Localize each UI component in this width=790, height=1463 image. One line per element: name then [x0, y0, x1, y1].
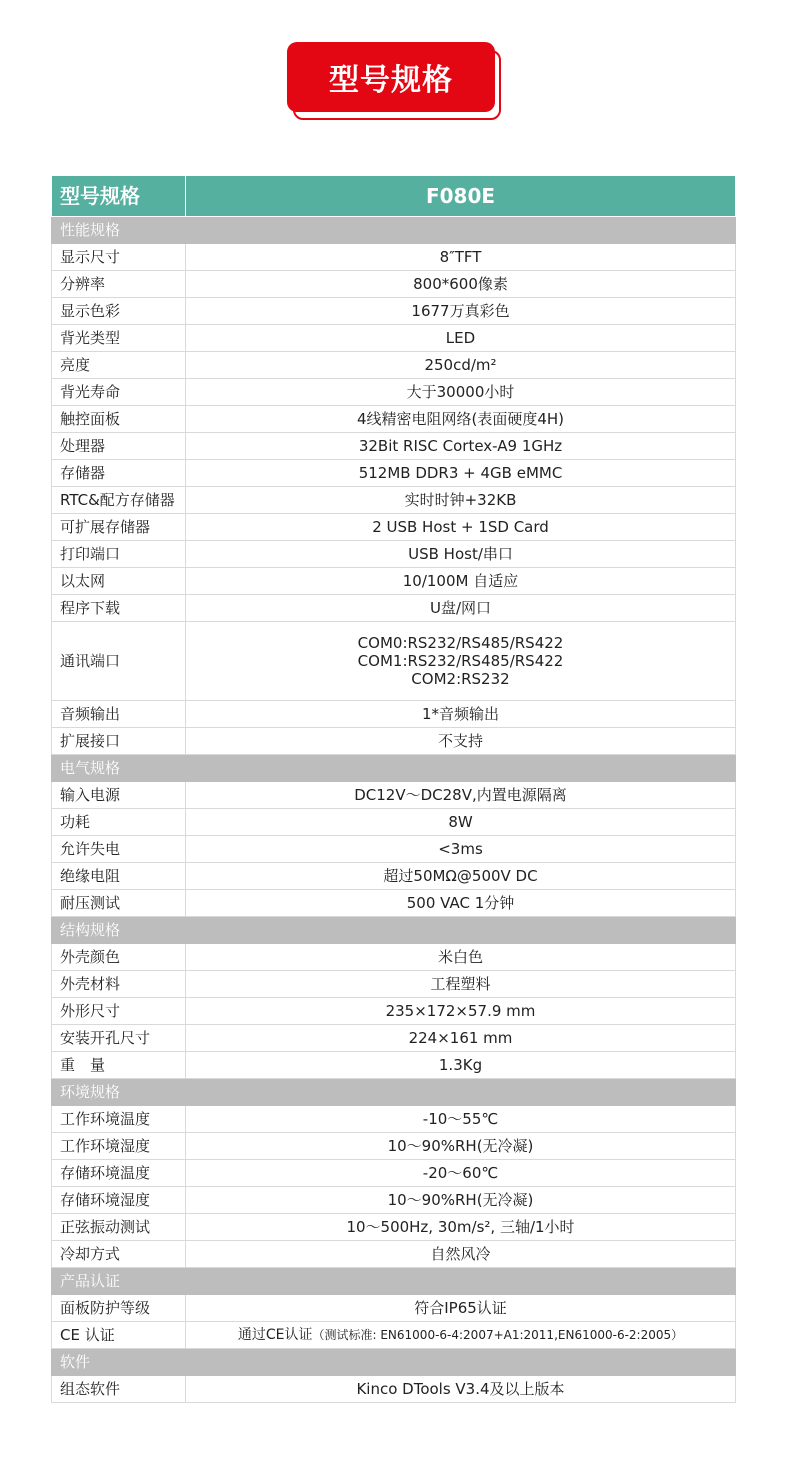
row-label: 背光类型	[52, 325, 186, 352]
section-blank	[186, 755, 736, 782]
table-row	[52, 1241, 736, 1268]
section-row	[52, 917, 736, 944]
table-row	[52, 244, 736, 271]
table-row	[52, 325, 736, 352]
table-row	[52, 379, 736, 406]
section-blank	[186, 1349, 736, 1376]
row-label: CE 认证	[52, 1322, 186, 1349]
row-value: Kinco DTools V3.4及以上版本	[186, 1376, 736, 1403]
row-label: 外壳材料	[52, 971, 186, 998]
header-model: F080E	[186, 176, 736, 217]
row-label: 可扩展存储器	[52, 514, 186, 541]
section-blank	[186, 217, 736, 244]
row-label: 以太网	[52, 568, 186, 595]
row-label: 工作环境湿度	[52, 1133, 186, 1160]
row-value: 10～500Hz, 30m/s², 三轴/1小时	[186, 1214, 736, 1241]
row-value: 大于30000小时	[186, 379, 736, 406]
row-label: 处理器	[52, 433, 186, 460]
table-row	[52, 568, 736, 595]
row-value: LED	[186, 325, 736, 352]
table-row	[52, 998, 736, 1025]
table-row	[52, 406, 736, 433]
row-value: 10～90%RH(无冷凝)	[186, 1187, 736, 1214]
table-row	[52, 1133, 736, 1160]
row-value: 8W	[186, 809, 736, 836]
section-title: 软件	[52, 1349, 186, 1376]
row-label: 面板防护等级	[52, 1295, 186, 1322]
table-row	[52, 1106, 736, 1133]
row-value	[186, 1322, 736, 1349]
row-value: 1677万真彩色	[186, 298, 736, 325]
row-value: USB Host/串口	[186, 541, 736, 568]
table-row	[52, 1160, 736, 1187]
row-label: 显示尺寸	[52, 244, 186, 271]
table-row	[52, 782, 736, 809]
section-row	[52, 755, 736, 782]
section-title: 结构规格	[52, 917, 186, 944]
row-value: -20～60℃	[186, 1160, 736, 1187]
row-label: 存储环境湿度	[52, 1187, 186, 1214]
table-row	[52, 1376, 736, 1403]
page-title: 型号规格	[287, 42, 495, 112]
row-value-note: （测试标准: EN61000-6-4:2007+A1:2011,EN61000-6-2:2005）	[312, 1328, 684, 1342]
row-value: 超过50MΩ@500V DC	[186, 863, 736, 890]
section-row	[52, 217, 736, 244]
row-value-line: COM0:RS232/RS485/RS422	[357, 634, 564, 652]
row-label: 工作环境温度	[52, 1106, 186, 1133]
row-value: -10～55℃	[186, 1106, 736, 1133]
row-value-line: COM1:RS232/RS485/RS422	[357, 652, 564, 670]
row-label: 耐压测试	[52, 890, 186, 917]
table-row	[52, 352, 736, 379]
table-row	[52, 433, 736, 460]
table-row	[52, 622, 736, 701]
row-label: 打印端口	[52, 541, 186, 568]
table-row	[52, 1025, 736, 1052]
table-row	[52, 460, 736, 487]
row-label: 程序下载	[52, 595, 186, 622]
table-row	[52, 514, 736, 541]
row-value: 512MB DDR3 + 4GB eMMC	[186, 460, 736, 487]
row-label: 输入电源	[52, 782, 186, 809]
row-label: 亮度	[52, 352, 186, 379]
row-label: 绝缘电阻	[52, 863, 186, 890]
section-blank	[186, 917, 736, 944]
section-row	[52, 1079, 736, 1106]
row-label: 显示色彩	[52, 298, 186, 325]
row-label: 扩展接口	[52, 728, 186, 755]
row-label: 组态软件	[52, 1376, 186, 1403]
table-row	[52, 863, 736, 890]
row-value: 米白色	[186, 944, 736, 971]
table-row	[52, 541, 736, 568]
table-row	[52, 971, 736, 998]
row-value: 工程塑料	[186, 971, 736, 998]
row-label: 允许失电	[52, 836, 186, 863]
section-title: 产品认证	[52, 1268, 186, 1295]
row-value: 8″TFT	[186, 244, 736, 271]
row-value	[186, 622, 736, 701]
row-label: 外壳颜色	[52, 944, 186, 971]
table-row	[52, 487, 736, 514]
table-row	[52, 944, 736, 971]
table-row	[52, 809, 736, 836]
row-label: 正弦振动测试	[52, 1214, 186, 1241]
row-value: 符合IP65认证	[186, 1295, 736, 1322]
spec-table	[51, 175, 736, 1403]
row-value: 250cd/m²	[186, 352, 736, 379]
row-value: 1*音频输出	[186, 701, 736, 728]
row-value: 800*600像素	[186, 271, 736, 298]
row-label: RTC&配方存储器	[52, 487, 186, 514]
row-label: 通讯端口	[52, 622, 186, 701]
table-row	[52, 271, 736, 298]
row-value: 235×172×57.9 mm	[186, 998, 736, 1025]
row-label: 音频输出	[52, 701, 186, 728]
row-label: 冷却方式	[52, 1241, 186, 1268]
row-value: 自然风冷	[186, 1241, 736, 1268]
row-value: <3ms	[186, 836, 736, 863]
row-value-line: COM2:RS232	[411, 670, 510, 688]
row-value: 4线精密电阻网络(表面硬度4H)	[186, 406, 736, 433]
table-row	[52, 595, 736, 622]
table-header-row	[52, 176, 736, 217]
row-value: 1.3Kg	[186, 1052, 736, 1079]
row-value-text: 通过CE认证	[237, 1327, 313, 1343]
row-value: U盘/网口	[186, 595, 736, 622]
row-label: 背光寿命	[52, 379, 186, 406]
row-value: 实时时钟+32KB	[186, 487, 736, 514]
row-value: 2 USB Host + 1SD Card	[186, 514, 736, 541]
row-label: 外形尺寸	[52, 998, 186, 1025]
row-value: 32Bit RISC Cortex-A9 1GHz	[186, 433, 736, 460]
table-row	[52, 701, 736, 728]
section-blank	[186, 1079, 736, 1106]
table-row	[52, 1322, 736, 1349]
table-row	[52, 1295, 736, 1322]
row-label: 存储环境温度	[52, 1160, 186, 1187]
row-label: 功耗	[52, 809, 186, 836]
table-row	[52, 836, 736, 863]
row-value: 500 VAC 1分钟	[186, 890, 736, 917]
row-value: DC12V～DC28V,内置电源隔离	[186, 782, 736, 809]
table-row	[52, 1214, 736, 1241]
row-value: 10/100M 自适应	[186, 568, 736, 595]
row-value: 10～90%RH(无冷凝)	[186, 1133, 736, 1160]
section-row	[52, 1268, 736, 1295]
row-label: 重 量	[52, 1052, 186, 1079]
row-label: 存储器	[52, 460, 186, 487]
page-title-banner	[287, 42, 499, 114]
table-row	[52, 1052, 736, 1079]
row-label: 触控面板	[52, 406, 186, 433]
row-label: 安装开孔尺寸	[52, 1025, 186, 1052]
table-row	[52, 890, 736, 917]
section-title: 性能规格	[52, 217, 186, 244]
section-title: 环境规格	[52, 1079, 186, 1106]
row-label: 分辨率	[52, 271, 186, 298]
table-row	[52, 298, 736, 325]
section-blank	[186, 1268, 736, 1295]
header-label: 型号规格	[52, 176, 186, 217]
section-title: 电气规格	[52, 755, 186, 782]
section-row	[52, 1349, 736, 1376]
table-row	[52, 1187, 736, 1214]
table-row	[52, 728, 736, 755]
row-value: 不支持	[186, 728, 736, 755]
row-value: 224×161 mm	[186, 1025, 736, 1052]
